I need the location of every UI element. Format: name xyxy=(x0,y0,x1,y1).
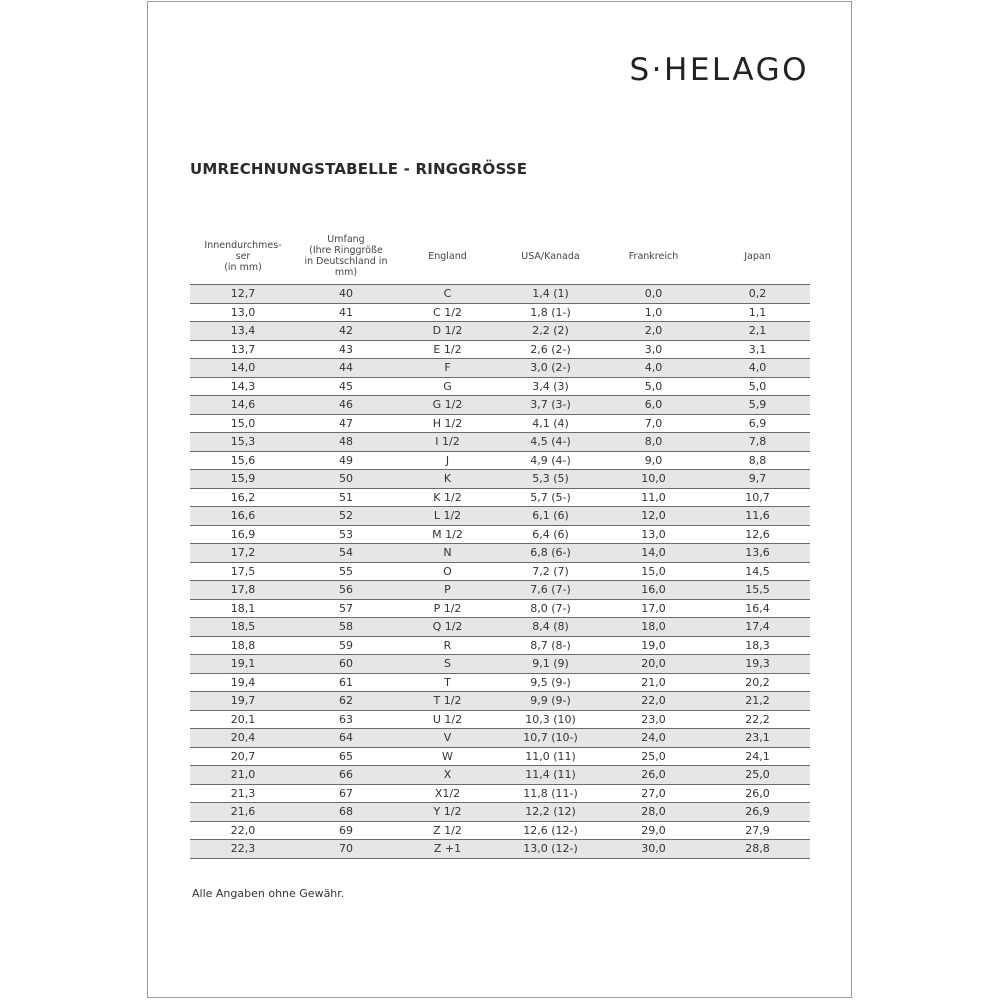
column-header-france xyxy=(602,228,705,285)
table-body xyxy=(190,285,810,859)
table-cell-usa-canada: 11,4 (11) xyxy=(499,766,602,785)
table-cell-usa-canada: 2,2 (2) xyxy=(499,322,602,341)
table-cell-france: 19,0 xyxy=(602,636,705,655)
table-cell-circumference: 69 xyxy=(296,821,396,840)
table-cell-england: M 1/2 xyxy=(396,525,499,544)
table-row xyxy=(190,285,810,304)
table-cell-usa-canada: 12,2 (12) xyxy=(499,803,602,822)
table-cell-circumference: 68 xyxy=(296,803,396,822)
column-header-line: ser xyxy=(235,250,251,262)
table-cell-japan: 23,1 xyxy=(705,729,810,748)
table-cell-japan: 5,0 xyxy=(705,377,810,396)
table-cell-inner-diameter: 17,8 xyxy=(190,581,296,600)
table-cell-france: 22,0 xyxy=(602,692,705,711)
column-header-line: (in mm) xyxy=(224,261,262,273)
table-cell-usa-canada: 3,4 (3) xyxy=(499,377,602,396)
table-cell-usa-canada: 9,1 (9) xyxy=(499,655,602,674)
table-cell-circumference: 50 xyxy=(296,470,396,489)
table-cell-japan: 7,8 xyxy=(705,433,810,452)
disclaimer-note: Alle Angaben ohne Gewähr. xyxy=(192,887,345,900)
table-cell-france: 26,0 xyxy=(602,766,705,785)
table-cell-inner-diameter: 19,7 xyxy=(190,692,296,711)
table-cell-france: 2,0 xyxy=(602,322,705,341)
table-cell-inner-diameter: 16,9 xyxy=(190,525,296,544)
table-cell-england: Y 1/2 xyxy=(396,803,499,822)
table-cell-england: L 1/2 xyxy=(396,507,499,526)
table-cell-england: Z +1 xyxy=(396,840,499,859)
table-cell-usa-canada: 8,7 (8-) xyxy=(499,636,602,655)
table-row xyxy=(190,821,810,840)
table-row xyxy=(190,636,810,655)
table-cell-circumference: 58 xyxy=(296,618,396,637)
table-cell-circumference: 44 xyxy=(296,359,396,378)
table-row xyxy=(190,359,810,378)
document-page xyxy=(147,1,852,998)
table-cell-circumference: 63 xyxy=(296,710,396,729)
table-cell-england: Q 1/2 xyxy=(396,618,499,637)
table-cell-france: 4,0 xyxy=(602,359,705,378)
table-cell-france: 17,0 xyxy=(602,599,705,618)
table-cell-france: 21,0 xyxy=(602,673,705,692)
table-cell-france: 11,0 xyxy=(602,488,705,507)
table-cell-usa-canada: 12,6 (12-) xyxy=(499,821,602,840)
table-cell-circumference: 52 xyxy=(296,507,396,526)
table-cell-circumference: 49 xyxy=(296,451,396,470)
table-cell-japan: 26,9 xyxy=(705,803,810,822)
table-cell-usa-canada: 11,0 (11) xyxy=(499,747,602,766)
table-cell-france: 13,0 xyxy=(602,525,705,544)
table-cell-inner-diameter: 13,7 xyxy=(190,340,296,359)
table-cell-usa-canada: 13,0 (12-) xyxy=(499,840,602,859)
table-row xyxy=(190,840,810,859)
table-row xyxy=(190,322,810,341)
table-cell-england: E 1/2 xyxy=(396,340,499,359)
table-cell-france: 8,0 xyxy=(602,433,705,452)
table-cell-england: X1/2 xyxy=(396,784,499,803)
table-cell-inner-diameter: 21,3 xyxy=(190,784,296,803)
column-header-inner-diameter xyxy=(190,228,296,285)
table-cell-circumference: 65 xyxy=(296,747,396,766)
table-cell-japan: 27,9 xyxy=(705,821,810,840)
table-cell-england: P xyxy=(396,581,499,600)
table-cell-inner-diameter: 13,0 xyxy=(190,303,296,322)
table-row xyxy=(190,396,810,415)
table-cell-japan: 21,2 xyxy=(705,692,810,711)
table-cell-england: R xyxy=(396,636,499,655)
table-cell-japan: 17,4 xyxy=(705,618,810,637)
table-cell-england: J xyxy=(396,451,499,470)
table-cell-england: O xyxy=(396,562,499,581)
table-cell-circumference: 42 xyxy=(296,322,396,341)
table-cell-circumference: 61 xyxy=(296,673,396,692)
table-cell-japan: 28,8 xyxy=(705,840,810,859)
table-cell-france: 6,0 xyxy=(602,396,705,415)
page-title: UMRECHNUNGSTABELLE - RINGGRÖSSE xyxy=(190,160,528,178)
table-cell-england: G 1/2 xyxy=(396,396,499,415)
column-header-england xyxy=(396,228,499,285)
table-cell-inner-diameter: 17,2 xyxy=(190,544,296,563)
table-cell-circumference: 66 xyxy=(296,766,396,785)
table-cell-england: G xyxy=(396,377,499,396)
column-header-usa-canada xyxy=(499,228,602,285)
table-cell-usa-canada: 4,9 (4-) xyxy=(499,451,602,470)
table-cell-circumference: 41 xyxy=(296,303,396,322)
table-cell-circumference: 46 xyxy=(296,396,396,415)
table-cell-usa-canada: 1,8 (1-) xyxy=(499,303,602,322)
table-cell-usa-canada: 5,3 (5) xyxy=(499,470,602,489)
table-cell-france: 18,0 xyxy=(602,618,705,637)
table-cell-circumference: 40 xyxy=(296,285,396,304)
table-row xyxy=(190,562,810,581)
table-row xyxy=(190,766,810,785)
table-cell-japan: 22,2 xyxy=(705,710,810,729)
table-cell-inner-diameter: 15,3 xyxy=(190,433,296,452)
table-cell-circumference: 53 xyxy=(296,525,396,544)
table-cell-japan: 9,7 xyxy=(705,470,810,489)
table-cell-france: 7,0 xyxy=(602,414,705,433)
table-cell-circumference: 59 xyxy=(296,636,396,655)
table-row xyxy=(190,377,810,396)
table-cell-japan: 4,0 xyxy=(705,359,810,378)
table-cell-japan: 5,9 xyxy=(705,396,810,415)
table-cell-usa-canada: 8,4 (8) xyxy=(499,618,602,637)
table-cell-japan: 15,5 xyxy=(705,581,810,600)
table-cell-england: V xyxy=(396,729,499,748)
column-header-line: Innendurchmes- xyxy=(204,239,282,251)
table-cell-usa-canada: 6,4 (6) xyxy=(499,525,602,544)
table-cell-england: P 1/2 xyxy=(396,599,499,618)
table-cell-usa-canada: 3,7 (3-) xyxy=(499,396,602,415)
table-cell-circumference: 45 xyxy=(296,377,396,396)
table-cell-france: 29,0 xyxy=(602,821,705,840)
table-cell-england: T 1/2 xyxy=(396,692,499,711)
table-cell-circumference: 64 xyxy=(296,729,396,748)
table-cell-england: C xyxy=(396,285,499,304)
table-cell-inner-diameter: 13,4 xyxy=(190,322,296,341)
table-row xyxy=(190,747,810,766)
table-cell-circumference: 51 xyxy=(296,488,396,507)
table-cell-japan: 14,5 xyxy=(705,562,810,581)
table-cell-france: 23,0 xyxy=(602,710,705,729)
table-row xyxy=(190,525,810,544)
table-cell-france: 14,0 xyxy=(602,544,705,563)
table-cell-inner-diameter: 14,6 xyxy=(190,396,296,415)
table-row xyxy=(190,414,810,433)
table-cell-france: 24,0 xyxy=(602,729,705,748)
table-row xyxy=(190,655,810,674)
table-row xyxy=(190,692,810,711)
table-cell-usa-canada: 7,6 (7-) xyxy=(499,581,602,600)
table-cell-england: K xyxy=(396,470,499,489)
table-row xyxy=(190,470,810,489)
table-cell-usa-canada: 4,5 (4-) xyxy=(499,433,602,452)
table-row xyxy=(190,544,810,563)
table-cell-inner-diameter: 20,4 xyxy=(190,729,296,748)
table-row xyxy=(190,729,810,748)
table-row xyxy=(190,340,810,359)
table-cell-england: F xyxy=(396,359,499,378)
table-cell-circumference: 47 xyxy=(296,414,396,433)
table-row xyxy=(190,488,810,507)
table-cell-england: D 1/2 xyxy=(396,322,499,341)
table-cell-japan: 18,3 xyxy=(705,636,810,655)
table-cell-usa-canada: 5,7 (5-) xyxy=(499,488,602,507)
column-header-line: Japan xyxy=(744,250,771,262)
table-cell-usa-canada: 2,6 (2-) xyxy=(499,340,602,359)
column-header-japan xyxy=(705,228,810,285)
table-cell-usa-canada: 1,4 (1) xyxy=(499,285,602,304)
table-cell-inner-diameter: 15,6 xyxy=(190,451,296,470)
table-cell-inner-diameter: 17,5 xyxy=(190,562,296,581)
table-row xyxy=(190,507,810,526)
table-cell-inner-diameter: 20,7 xyxy=(190,747,296,766)
table-cell-france: 10,0 xyxy=(602,470,705,489)
table-cell-england: N xyxy=(396,544,499,563)
table-cell-circumference: 43 xyxy=(296,340,396,359)
table-cell-inner-diameter: 15,0 xyxy=(190,414,296,433)
table-cell-usa-canada: 7,2 (7) xyxy=(499,562,602,581)
table-cell-france: 12,0 xyxy=(602,507,705,526)
table-cell-circumference: 67 xyxy=(296,784,396,803)
table-cell-japan: 6,9 xyxy=(705,414,810,433)
table-cell-france: 0,0 xyxy=(602,285,705,304)
table-cell-inner-diameter: 14,0 xyxy=(190,359,296,378)
table-row xyxy=(190,599,810,618)
column-header-line: Frankreich xyxy=(628,250,679,262)
table-cell-inner-diameter: 19,1 xyxy=(190,655,296,674)
table-cell-england: Z 1/2 xyxy=(396,821,499,840)
table-row xyxy=(190,784,810,803)
table-row xyxy=(190,710,810,729)
table-row xyxy=(190,673,810,692)
table-cell-france: 27,0 xyxy=(602,784,705,803)
table-cell-circumference: 54 xyxy=(296,544,396,563)
table-cell-inner-diameter: 18,5 xyxy=(190,618,296,637)
brand-logo: S·HELAGO xyxy=(629,52,809,88)
table-cell-inner-diameter: 15,9 xyxy=(190,470,296,489)
table-cell-inner-diameter: 14,3 xyxy=(190,377,296,396)
table-cell-japan: 19,3 xyxy=(705,655,810,674)
table-cell-usa-canada: 11,8 (11-) xyxy=(499,784,602,803)
table-cell-japan: 0,2 xyxy=(705,285,810,304)
table-cell-england: I 1/2 xyxy=(396,433,499,452)
table-cell-france: 30,0 xyxy=(602,840,705,859)
table-cell-inner-diameter: 21,6 xyxy=(190,803,296,822)
column-header-line: Umfang xyxy=(327,234,365,245)
table-cell-france: 20,0 xyxy=(602,655,705,674)
table-row xyxy=(190,803,810,822)
table-row xyxy=(190,581,810,600)
column-header-line: mm) xyxy=(334,267,358,278)
table-cell-usa-canada: 8,0 (7-) xyxy=(499,599,602,618)
table-cell-circumference: 70 xyxy=(296,840,396,859)
table-cell-england: K 1/2 xyxy=(396,488,499,507)
table-row xyxy=(190,303,810,322)
table-cell-japan: 26,0 xyxy=(705,784,810,803)
table-cell-japan: 13,6 xyxy=(705,544,810,563)
table-row xyxy=(190,451,810,470)
table-cell-england: H 1/2 xyxy=(396,414,499,433)
table-row xyxy=(190,433,810,452)
table-cell-france: 25,0 xyxy=(602,747,705,766)
column-header-line: USA/Kanada xyxy=(521,250,580,262)
table-cell-usa-canada: 9,9 (9-) xyxy=(499,692,602,711)
table-cell-inner-diameter: 18,8 xyxy=(190,636,296,655)
table-cell-england: S xyxy=(396,655,499,674)
column-header-circumference xyxy=(296,228,396,285)
table-cell-inner-diameter: 16,2 xyxy=(190,488,296,507)
table-cell-inner-diameter: 19,4 xyxy=(190,673,296,692)
table-cell-japan: 8,8 xyxy=(705,451,810,470)
table-cell-england: X xyxy=(396,766,499,785)
table-cell-usa-canada: 10,3 (10) xyxy=(499,710,602,729)
table-cell-japan: 16,4 xyxy=(705,599,810,618)
table-cell-england: C 1/2 xyxy=(396,303,499,322)
table-cell-england: T xyxy=(396,673,499,692)
table-cell-usa-canada: 3,0 (2-) xyxy=(499,359,602,378)
table-cell-usa-canada: 6,8 (6-) xyxy=(499,544,602,563)
table-cell-circumference: 62 xyxy=(296,692,396,711)
table-cell-usa-canada: 6,1 (6) xyxy=(499,507,602,526)
ring-size-table xyxy=(190,228,810,859)
table-row xyxy=(190,618,810,637)
table-cell-japan: 25,0 xyxy=(705,766,810,785)
table-cell-inner-diameter: 22,0 xyxy=(190,821,296,840)
table-cell-japan: 3,1 xyxy=(705,340,810,359)
table-cell-france: 28,0 xyxy=(602,803,705,822)
table-cell-japan: 10,7 xyxy=(705,488,810,507)
table-cell-japan: 20,2 xyxy=(705,673,810,692)
table-cell-circumference: 57 xyxy=(296,599,396,618)
table-cell-england: U 1/2 xyxy=(396,710,499,729)
column-header-line: England xyxy=(428,250,467,262)
table-cell-inner-diameter: 18,1 xyxy=(190,599,296,618)
table-cell-france: 1,0 xyxy=(602,303,705,322)
table-cell-inner-diameter: 22,3 xyxy=(190,840,296,859)
table-cell-france: 16,0 xyxy=(602,581,705,600)
table-cell-england: W xyxy=(396,747,499,766)
table-cell-japan: 24,1 xyxy=(705,747,810,766)
table-cell-circumference: 56 xyxy=(296,581,396,600)
table-cell-japan: 2,1 xyxy=(705,322,810,341)
column-header-line: in Deutschland in xyxy=(304,256,388,267)
table-cell-inner-diameter: 21,0 xyxy=(190,766,296,785)
table-cell-japan: 1,1 xyxy=(705,303,810,322)
table-cell-usa-canada: 9,5 (9-) xyxy=(499,673,602,692)
table-cell-france: 9,0 xyxy=(602,451,705,470)
table-cell-usa-canada: 4,1 (4) xyxy=(499,414,602,433)
table-cell-japan: 12,6 xyxy=(705,525,810,544)
table-cell-usa-canada: 10,7 (10-) xyxy=(499,729,602,748)
table-cell-circumference: 55 xyxy=(296,562,396,581)
table-cell-inner-diameter: 16,6 xyxy=(190,507,296,526)
table-cell-france: 3,0 xyxy=(602,340,705,359)
table-cell-inner-diameter: 20,1 xyxy=(190,710,296,729)
table-cell-circumference: 60 xyxy=(296,655,396,674)
table-cell-circumference: 48 xyxy=(296,433,396,452)
column-header-line: (Ihre Ringgröße xyxy=(309,245,383,256)
table-cell-inner-diameter: 12,7 xyxy=(190,285,296,304)
table-cell-france: 5,0 xyxy=(602,377,705,396)
table-cell-france: 15,0 xyxy=(602,562,705,581)
table-cell-japan: 11,6 xyxy=(705,507,810,526)
table-header-row xyxy=(190,228,810,285)
